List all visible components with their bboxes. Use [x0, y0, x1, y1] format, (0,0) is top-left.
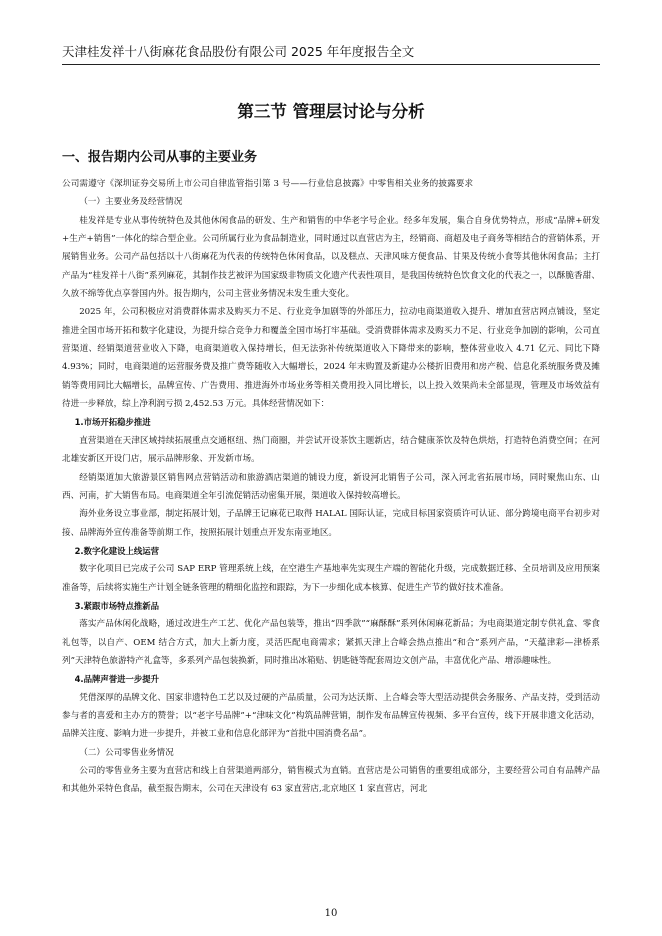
paragraph-brand-culture: 凭借深厚的品牌文化、国家非遗特色工艺以及过硬的产品质量，公司为达沃斯、上合峰会等大型活动提供会务服务、产品支持，受到活动参与者的喜爱和主办方的赞誉；以“老字号品牌”+“津味文化”构筑品牌营销，制作发布品牌宣传视频、多平台宣传，线下开展非遗文化活动，品牌关注度、影响力进一步提升，并被工业和信息化部评为“首批中国消费名品”。 [62, 692, 600, 740]
page-header: 天津桂发祥十八街麻花食品股份有限公司 2025 年年度报告全文 [62, 44, 415, 59]
subheading-retail-business: （二）公司零售业务情况 [79, 747, 174, 758]
header-divider [62, 64, 600, 65]
paragraph-company-profile: 桂发祥是专业从事传统特色及其他休闲食品的研发、生产和销售的中华老字号企业。经多年发展，集合自身优势特点，形成“品牌+研发+生产+销售”一体化的综合型企业。公司所属行业为食品制造业，同时通过以直营店为主，经销商、商超及电子商务等相结合的营销体系，开展销售业务。公司产品包括以十八街麻花为代表的传统特色休闲食品，以及糕点、天津风味方便食品、甘果及传统小食等其他休闲食品；主打产品为“桂发祥十八街”系列麻花，其制作技艺被评为国家级非物质文化遗产代表性项目，是我国传统特色饮食文化的代表之一，以酥脆香甜、久放不绵等优点享誉国内外。报告期内，公司主营业务情况未发生重大变化。 [62, 215, 600, 300]
heading-market-expansion: 1.市场开拓稳步推进 [74, 417, 151, 428]
subheading-business-overview: （一）主要业务及经营情况 [79, 197, 183, 208]
paragraph-overseas-business: 海外业务设立事业部，制定拓展计划，子品牌王记麻花已取得 HALAL 国际认证，完成目标国家资质许可认证、部分跨境电商平台初步对接、品牌海外宣传准备等前期工作，按照拓展计划重点开发东南亚地区。 [62, 509, 600, 538]
heading-main-business: 一、报告期内公司从事的主要业务 [62, 150, 258, 165]
paragraph-distribution-channel: 经销渠道加大旅游景区销售网点营销活动和旅游酒店渠道的铺设力度，新设河北销售子公司，深入河北省拓展市场，同时聚焦山东、山西、河南，扩大销售布局。电商渠道全年引流促销活动密集开展，渠道收入保持较高增长。 [62, 472, 600, 501]
page-number: 10 [324, 908, 338, 919]
paragraph-2025-performance: 2025 年，公司积极应对消费群体需求及购买力不足、行业竞争加剧等的外部压力，拉动电商渠道收入提升、增加直营店网点铺设，坚定推进全国市场开拓和数字化建设，为提升综合竞争力和覆盖全国市场打牢基础。受消费群体需求及购买力不足、行业竞争加剧的影响，公司直营渠道、经销渠道营业收入下降，电商渠道收入保持增长，但无法弥补传统渠道收入下降带来的影响，整体营业收入 4.71 亿元、同比下降 4.93%；同时，电商渠道的运营服务费及推广费等随收入大幅增长，2024 年末购置及新建办公楼折旧费用和房产税、信息化系统服务费及摊销等费用同比大幅增长，品牌宣传、广告费用、推进海外市场业务等相关费用投入同比增长，以上投入效果尚未全部显现，管理及市场效益有待进一步释放，综上净利润亏损 2,452.53 万元。具体经营情况如下： [62, 307, 600, 410]
paragraph-digital-project: 数字化项目已完成子公司 SAP ERP 管理系统上线，在空港生产基地率先实现生产端的智能化升级，完成数据迁移、全员培训及应用预案准备等，后续将实施生产计划全链条管理的精细化监控和跟踪，为下一步细化成本核算、促进生产节约做好技术准备。 [62, 564, 600, 593]
heading-new-products: 3.紧跟市场特点推新品 [74, 600, 159, 611]
disclosure-intro: 公司需遵守《深圳证券交易所上市公司自律监管指引第 3 号——行业信息披露》中零售相关业务的披露要求 [62, 179, 474, 189]
heading-digitalization: 2.数字化建设上线运营 [74, 545, 159, 556]
heading-brand-reputation: 4.品牌声誉进一步提升 [74, 674, 159, 685]
body-text [62, 175, 600, 799]
paragraph-product-strategy: 落实产品休闲化战略，通过改进生产工艺、优化产品包装等，推出“四季款”“麻酥酥”系列休闲麻花新品；为电商渠道定制专供礼盒、零食礼包等，以自产、OEM 结合方式，加大上新力度，灵活匹配电商需求；紧抓天津上合峰会热点推出“和合”系列产品，“天蕴津彩—津桥系列”天津特色旅游特产礼盒等，多系列产品包装换新，同时推出冰箱贴、钥匙链等配套周边文创产品，丰富优化产品、增添趣味性。 [62, 619, 600, 666]
paragraph-direct-channel: 直营渠道在天津区域持续拓展重点交通枢纽、热门商圈，并尝试开设茶饮主题新店，结合健康茶饮及特色烘焙，打造特色消费空间；在河北雄安新区开设门店，展示品牌形象、开发新市场。 [62, 435, 600, 465]
paragraph-retail-stores: 公司的零售业务主要为直营店和线上自营渠道两部分，销售模式为直销。直营店是公司销售的重要组成部分，主要经营公司自有品牌产品和其他外采特色食品，截至报告期末，公司在天津设有 63 家直营店,北京地区 1 家直营店，河北 [62, 766, 600, 795]
section-title: 第三节 管理层讨论与分析 [237, 102, 425, 121]
